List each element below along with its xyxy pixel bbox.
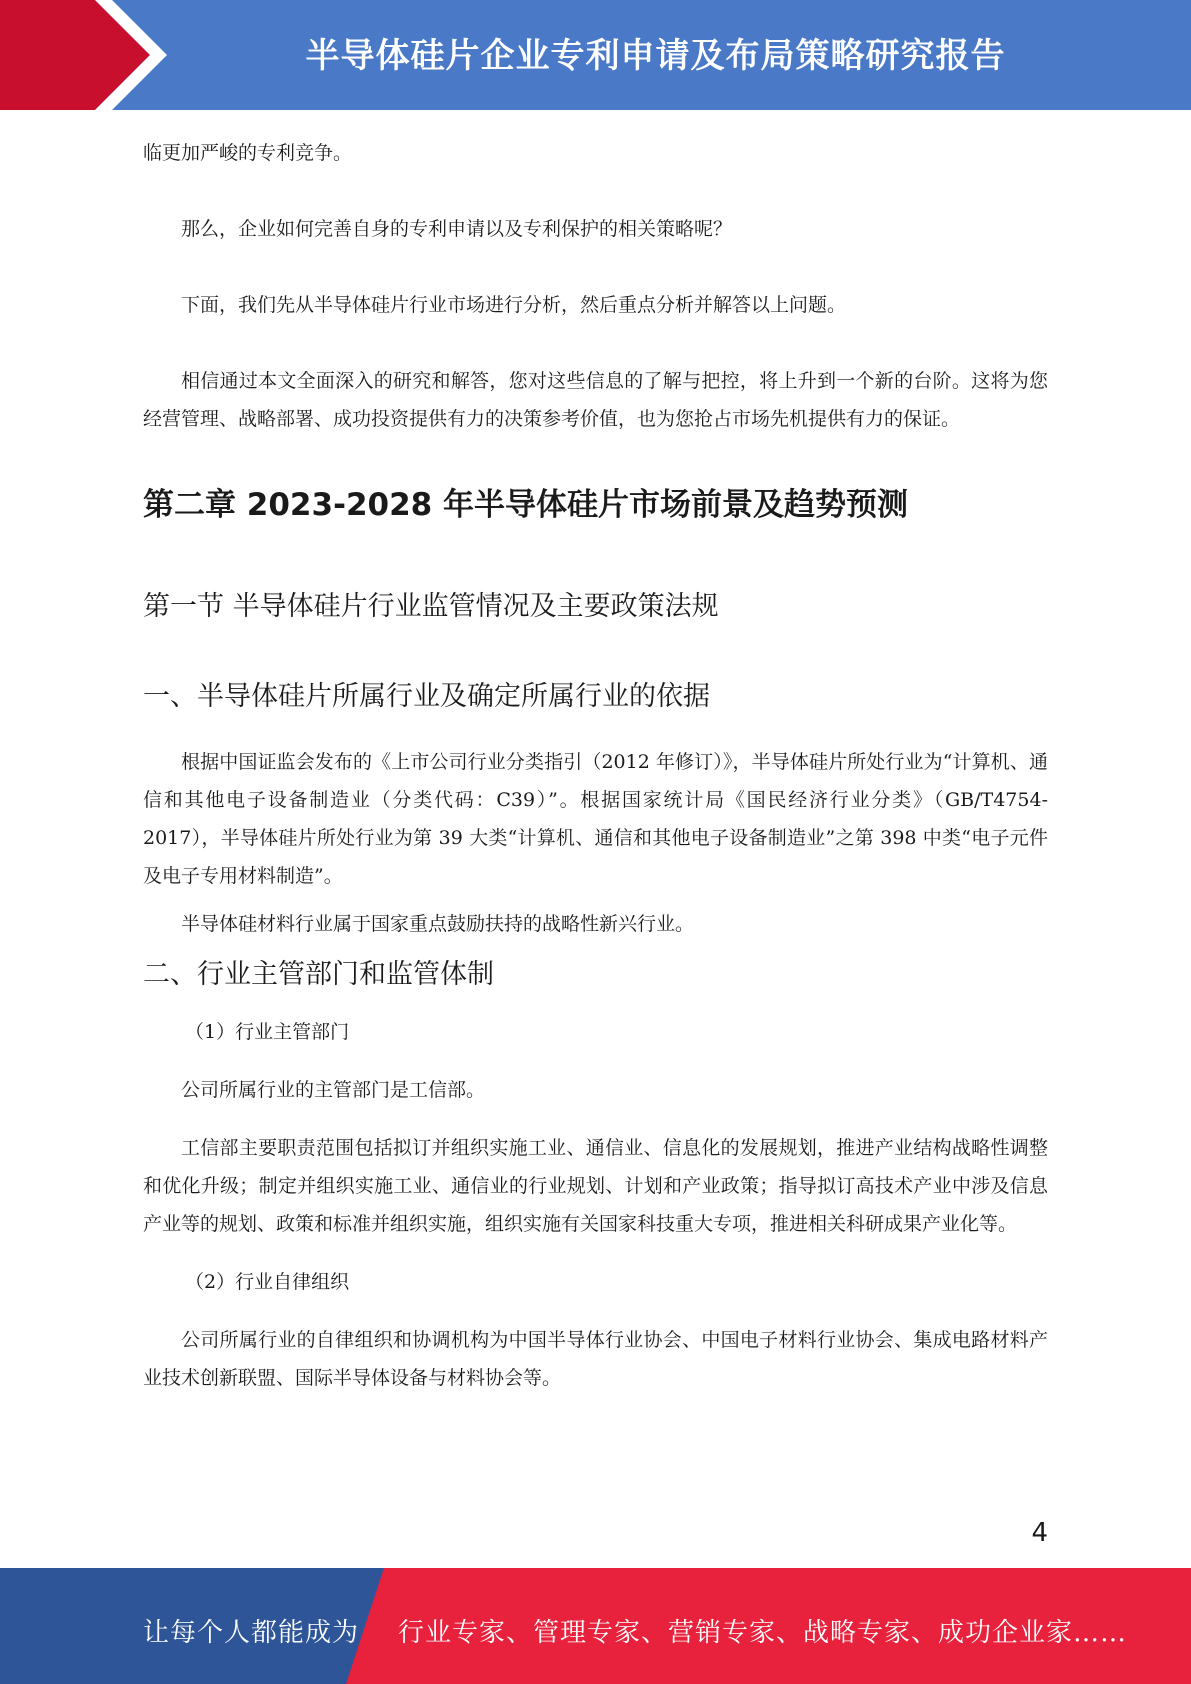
heading-regulatory-system: 二、行业主管部门和监管体制: [143, 959, 494, 990]
footer-slogan-left: 让每个人都能成为: [143, 1618, 360, 1648]
page-content: [143, 134, 1048, 1397]
paragraph: 公司所属行业的自律组织和协调机构为中国半导体行业协会、中国电子材料行业协会、集成电路材料产业技术创新联盟、国际半导体设备与材料协会等。: [143, 1329, 1048, 1389]
paragraph: 工信部主要职责范围包括拟订并组织实施工业、通信业、信息化的发展规划，推进产业结构战略性调整和优化升级；制定并组织实施工业、通信业的行业规划、计划和产业政策；指导拟订高技术产业中涉及信息产业等的规划、政策和标准并组织实施，组织实施有关国家科技重大专项，推进相关科研成果产业化等。: [143, 1137, 1048, 1235]
report-title: 半导体硅片企业专利申请及布局策略研究报告: [305, 36, 1006, 76]
paragraph: 相信通过本文全面深入的研究和解答，您对这些信息的了解与把控，将上升到一个新的台阶。这将为您经营管理、战略部署、成功投资提供有力的决策参考价值，也为您抢占市场先机提供有力的保证。: [143, 370, 1048, 430]
paragraph: 临更加严峻的专利竞争。: [143, 142, 353, 164]
paragraph: 下面，我们先从半导体硅片行业市场进行分析，然后重点分析并解答以上问题。: [181, 294, 847, 316]
paragraph: 根据中国证监会发布的《上市公司行业分类指引（2012 年修订）》，半导体硅片所处行业为“计算机、通信和其他电子设备制造业（分类代码：C39）”。根据国家统计局《国民经济行业分类》（GB/T4754-2017），半导体硅片所处行业为第 39 大类“计算机、通信和其他电子设备制造业”之第 398 中类“电子元件及电子专用材料制造”。: [143, 751, 1048, 887]
heading-industry-classification: 一、半导体硅片所属行业及确定所属行业的依据: [143, 681, 710, 712]
footer-slogan-right: 行业专家、管理专家、营销专家、战略专家、成功企业家……: [398, 1618, 1128, 1648]
list-item: （2）行业自律组织: [185, 1271, 350, 1293]
paragraph: 公司所属行业的主管部门是工信部。: [181, 1079, 486, 1101]
paragraph: 那么，企业如何完善自身的专利申请以及专利保护的相关策略呢？: [181, 218, 733, 240]
chapter-title: 第二章 2023-2028 年半导体硅片市场前景及趋势预测: [143, 487, 909, 523]
paragraph: 半导体硅材料行业属于国家重点鼓励扶持的战略性新兴行业。: [181, 913, 695, 935]
section-title: 第一节 半导体硅片行业监管情况及主要政策法规: [143, 591, 719, 622]
page-header: [0, 0, 1191, 110]
page-footer: [0, 1568, 1191, 1684]
list-item: （1）行业主管部门: [185, 1021, 350, 1043]
page-number: 4: [1031, 1518, 1048, 1548]
